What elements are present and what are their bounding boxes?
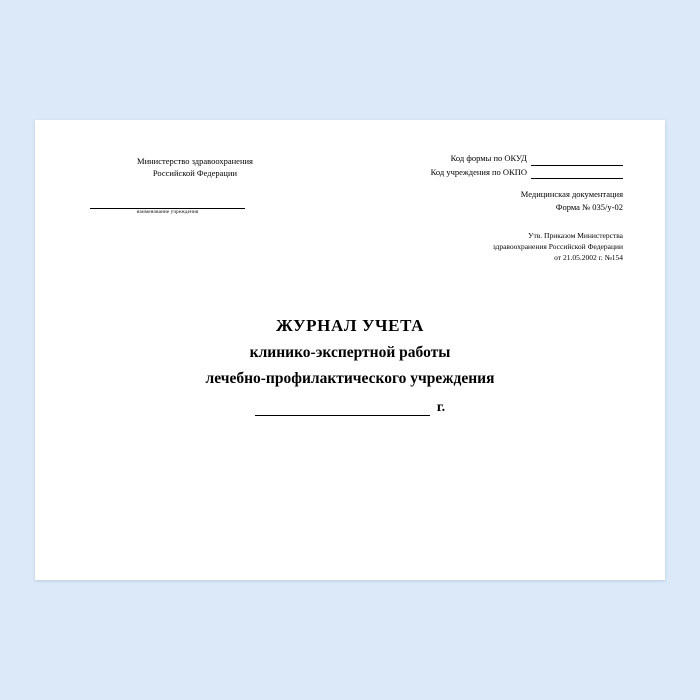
approval-block — [323, 230, 623, 264]
document-header — [35, 120, 665, 280]
document-sheet — [35, 120, 665, 580]
code-blank-okpo[interactable] — [531, 169, 623, 179]
approval-line-1: Утв. Приказом Министерства — [528, 230, 623, 240]
codes-block — [323, 152, 623, 263]
title-block — [35, 316, 665, 416]
code-row-okpo — [323, 166, 623, 180]
document-kind-line-2: Форма № 035/у-02 — [555, 201, 623, 212]
organization-name-blank-caption: наименование учреждения — [136, 210, 199, 215]
organization-name-blank-rule — [90, 208, 245, 209]
document-page-wrapper — [35, 120, 665, 580]
organization-line-2: Российской Федерации — [152, 168, 238, 179]
organization-block — [90, 155, 300, 180]
approval-line-2: здравоохранения Российской Федерации — [492, 241, 623, 251]
code-label-okpo: Код учреждения по ОКПО — [430, 166, 527, 177]
page-subtitle-2: лечебно-профилактического учреждения — [205, 370, 495, 387]
document-kind-line-1: Медицинская документация — [520, 189, 623, 200]
year-blank-field[interactable] — [255, 402, 430, 416]
code-row-okud — [323, 152, 623, 166]
code-label-okud: Код формы по ОКУД — [450, 153, 527, 163]
year-row — [35, 400, 665, 416]
year-label: г. — [436, 400, 446, 415]
code-blank-okud[interactable] — [531, 156, 623, 166]
page-title: ЖУРНАЛ УЧЕТА — [275, 316, 425, 335]
approval-line-3: от 21.05.2002 г. №154 — [554, 253, 623, 263]
organization-line-1: Министерство здравоохранения — [137, 156, 253, 166]
document-kind-block — [323, 188, 623, 214]
page-subtitle-1: клинико-экспертной работы — [249, 344, 451, 361]
